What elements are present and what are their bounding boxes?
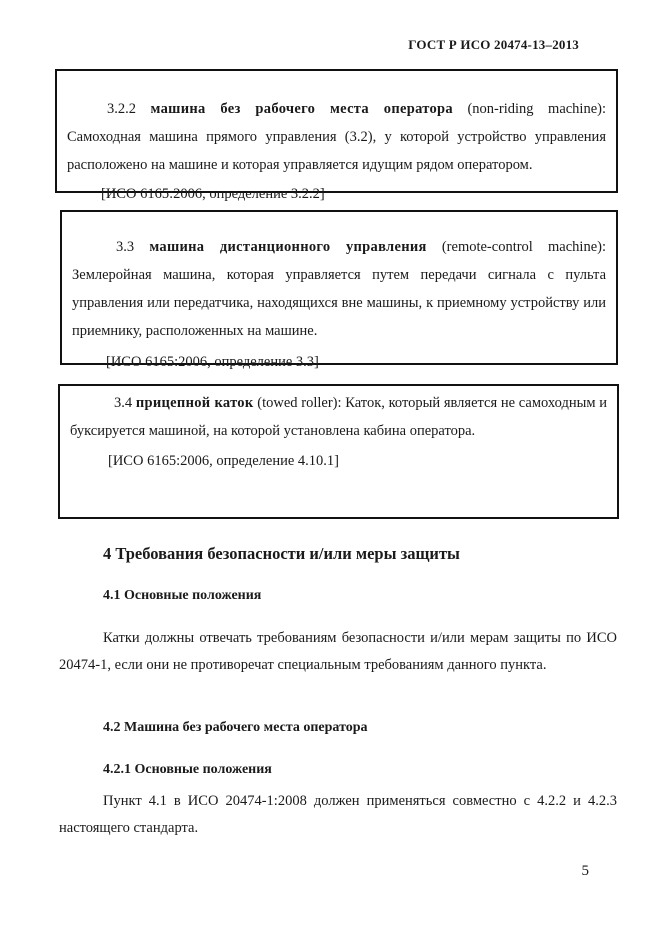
definition-body: (remote-control machine): Землеройная машина, которая управляется путем передачи сигнала с пульта управления или передатчика, находящихся вне машины, к приемному устройству или приемнику, расположенных на машине.: [72, 239, 607, 339]
definition-term: машина дистанционного управления: [149, 239, 427, 255]
subsection-text-4-1: Катки должны отвечать требованиям безопасности и/или мерам защиты по ИСО 20474-1, если они не противоречат специальным требованиям данного пункта.: [59, 630, 617, 673]
definition-box-3-2-2: [55, 69, 618, 202]
definition-number: 3.2.2: [107, 101, 136, 117]
document-header: ГОСТ Р ИСО 20474-13–2013: [408, 37, 579, 52]
definition-term: машина без рабочего места оператора: [150, 101, 453, 117]
definition-reference: [ИСО 6165:2006, определение 3.2.2]: [101, 186, 325, 202]
page-number: 5: [581, 863, 589, 879]
definition-body: (non-riding machine): Самоходная машина прямого управления (3.2), у которой устройство управления расположено на машине и которая управляется идущим рядом оператором.: [67, 101, 607, 173]
definition-reference: [ИСО 6165:2006, определение 3.3]: [106, 354, 319, 370]
definition-text: [70, 389, 607, 445]
definition-body: (towed roller): Каток, который является не самоходным и буксируется машиной, на которой установлена кабина оператора.: [70, 395, 607, 439]
definition-text: [72, 233, 606, 345]
definition-number: 3.3: [116, 239, 135, 255]
definition-term: прицепной каток: [135, 395, 254, 411]
definition-reference: [ИСО 6165:2006, определение 4.10.1]: [108, 453, 339, 469]
subsection-title-4-2-1: 4.2.1 Основные положения: [103, 762, 272, 777]
definition-text: [67, 95, 606, 179]
definition-box-3-4: [58, 384, 619, 519]
subsection-title-4-2: 4.2 Машина без рабочего места оператора: [103, 720, 368, 735]
subsection-text-4-2-1: Пункт 4.1 в ИСО 20474-1:2008 должен применяться совместно с 4.2.2 и 4.2.3 настоящего стандарта.: [59, 793, 617, 836]
section-title: 4 Требования безопасности и/или меры защиты: [103, 544, 460, 563]
definition-number: 3.4: [114, 395, 133, 411]
definition-box-3-3: [60, 210, 618, 370]
subsection-title-4-1: 4.1 Основные положения: [103, 588, 262, 603]
